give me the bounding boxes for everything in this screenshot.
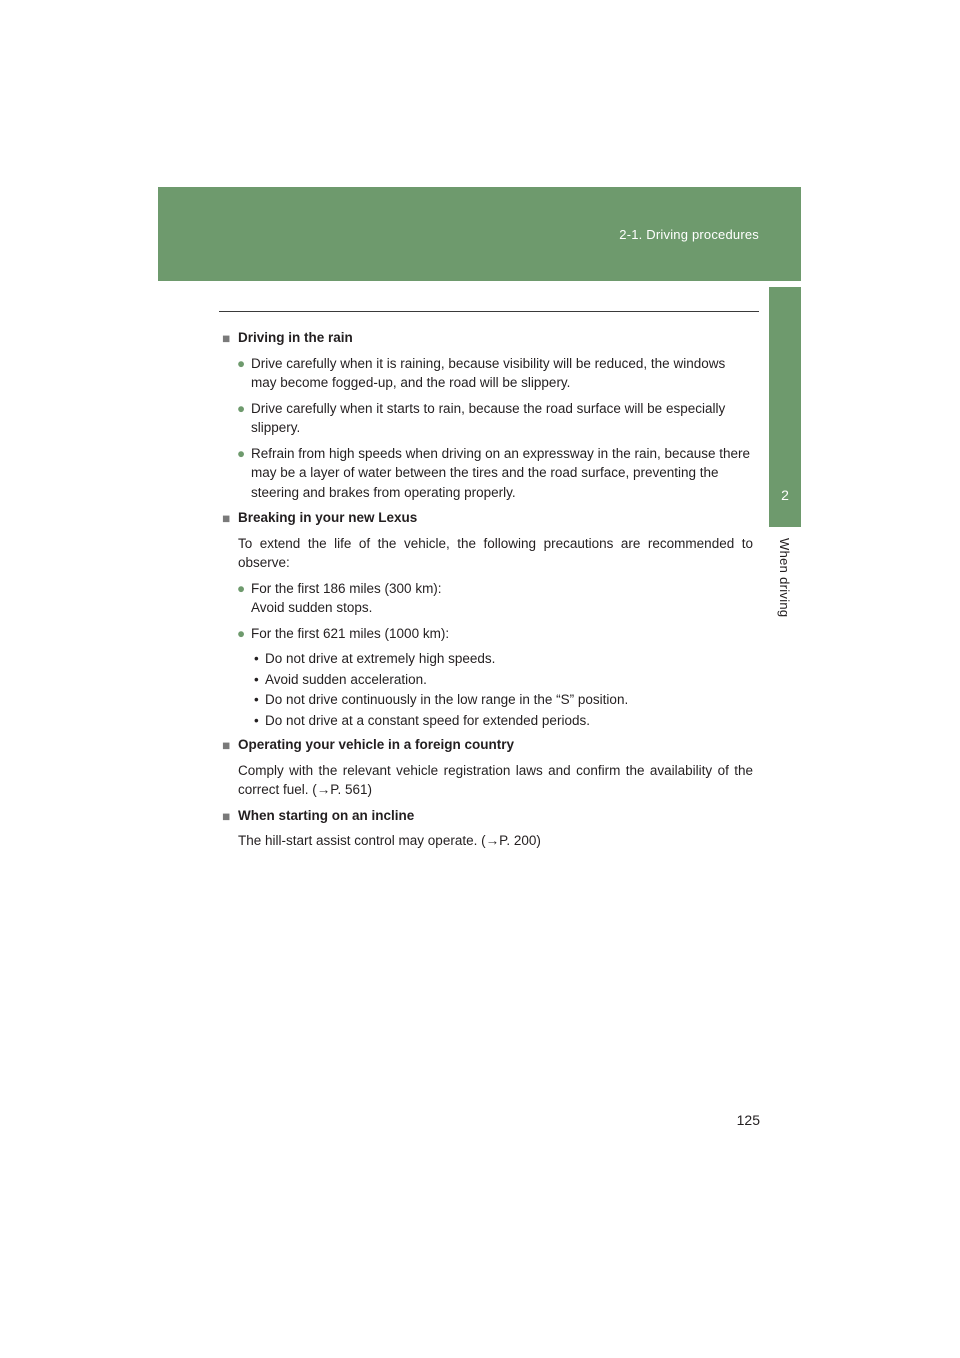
sub-bullet-icon: • [254,712,259,728]
circle-bullet-icon: ● [237,355,246,371]
paragraph: The hill-start assist control may operate. (→P. 200) [238,833,541,848]
square-bullet-icon: ■ [222,738,231,753]
page-content [222,328,753,857]
list-item-detail: Avoid sudden stops. [251,600,373,615]
circle-bullet-icon: ● [237,445,246,461]
square-bullet-icon: ■ [222,511,231,526]
header-rule [219,311,759,312]
page-number: 125 [736,1112,760,1128]
list-item [222,354,753,393]
section-title-text: When starting on an incline [238,807,415,823]
sub-list-item [222,670,753,690]
circle-bullet-icon: ● [237,400,246,416]
section-heading-foreign [222,735,753,755]
section-title-text: Breaking in your new Lexus [238,510,418,525]
sub-list-item-text: Do not drive at a constant speed for extended periods. [265,712,590,728]
section-heading-incline [222,806,753,826]
list-item [222,579,753,618]
list-item-text: Drive carefully when it is raining, because visibility will be reduced, the windows may become fogged-up, and the road will be slippery. [251,355,726,390]
sub-list-item [222,711,753,731]
sub-list-item [222,649,753,669]
section-title-text: Operating your vehicle in a foreign country [238,737,515,752]
circle-bullet-icon: ● [237,580,246,596]
square-bullet-icon: ■ [222,808,231,824]
sub-list-item-text: Do not drive continuously in the low range in the “S” position. [265,692,629,707]
chapter-label: When driving [777,538,792,618]
paragraph: To extend the life of the vehicle, the following precautions are recommended to observe: [238,535,753,570]
sub-bullet-icon: • [254,692,259,707]
list-item [222,624,753,644]
section-heading-rain [222,328,753,348]
chapter-header-band [158,187,801,281]
list-item-text: Refrain from high speeds when driving on an expressway in the rain, because there may be a layer of water between the tires and the road surface, preventing the steering and brakes from operating properly. [251,445,751,500]
chapter-side-tab [769,287,801,527]
sub-list-item [222,690,753,710]
paragraph: Comply with the relevant vehicle registration laws and confirm the availability of the correct fuel. (→P. 561) [238,762,753,797]
list-item-title: For the first 621 miles (1000 km): [251,625,450,641]
list-item-text: Drive carefully when it starts to rain, because the road surface will be especially slippery. [251,400,726,435]
sub-bullet-icon: • [254,671,259,687]
section-title-text: Driving in the rain [238,330,353,345]
list-item [222,444,753,503]
list-item-title: For the first 186 miles (300 km): [251,580,442,596]
sub-list-item-text: Do not drive at extremely high speeds. [265,651,496,666]
list-item [222,399,753,438]
sub-bullet-icon: • [254,651,259,666]
section-title: 2-1. Driving procedures [619,227,759,242]
chapter-number: 2 [781,487,789,503]
section-heading-breaking-in [222,508,753,528]
sub-list-item-text: Avoid sudden acceleration. [265,671,427,687]
circle-bullet-icon: ● [237,625,246,641]
square-bullet-icon: ■ [222,331,231,346]
